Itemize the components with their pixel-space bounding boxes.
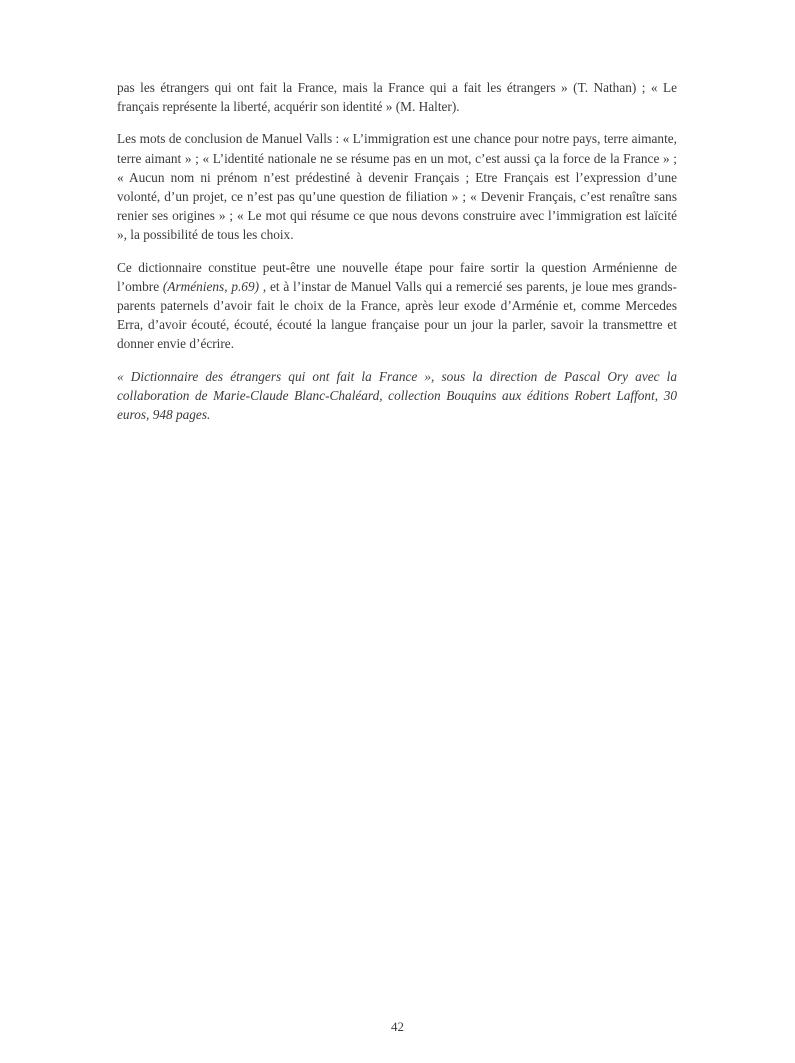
paragraph-valls-conclusion: Les mots de conclusion de Manuel Valls : « L’immigration est une chance pour notre pays, terre aimante, terre aimant » ; « L’identité nationale ne se résume pas en un mot, c’est aussi ça la force de la France » ; « Aucun nom ni prénom n’est prédestiné à devenir Français ; Etre Français est l’expression d’une volonté, d’un projet, ce n’est pas qu’une question de filiation » ; « Devenir Français, c’est renaître sans renier ses origines » ; « Le mot qui résume ce que nous devons construire avec l’immigration est laïcité », la possibilité de tous les choix.	[117, 131, 677, 243]
paragraph-armenian-text-end: , et à l’instar de Manuel Valls qui a remercié ses parents, je loue mes grands-parents paternels d’avoir fait le choix de la France, après leur exode d’Arménie et, comme Mercedes Erra, d’avoir écouté, écouté, écouté la langue française pour un jour la parler, savoir la transmettre et donner envie d’écrire.	[117, 278, 677, 352]
page-number: 42	[391, 1019, 404, 1034]
paragraph-armenian-text-start: Ce dictionnaire constitue peut-être une nouvelle étape pour faire sortir la question Arménienne de l’ombre	[117, 259, 677, 294]
page-body	[117, 78, 677, 437]
paragraph-armenian-question	[117, 258, 677, 354]
paragraph-quotes-continued: pas les étrangers qui ont fait la France, mais la France qui a fait les étrangers » (T. Nathan) ; « Le français représente la liberté, acquérir son identité » (M. Halter).	[117, 80, 677, 115]
book-citation: « Dictionnaire des étrangers qui ont fait la France », sous la direction de Pascal Ory avec la collaboration de Marie-Claude Blanc-Chaléard, collection Bouquins aux éditions Robert Laffont, 30 euros, 948 pages.	[117, 368, 677, 423]
armeniens-reference: (Arméniens, p.69)	[162, 278, 260, 294]
